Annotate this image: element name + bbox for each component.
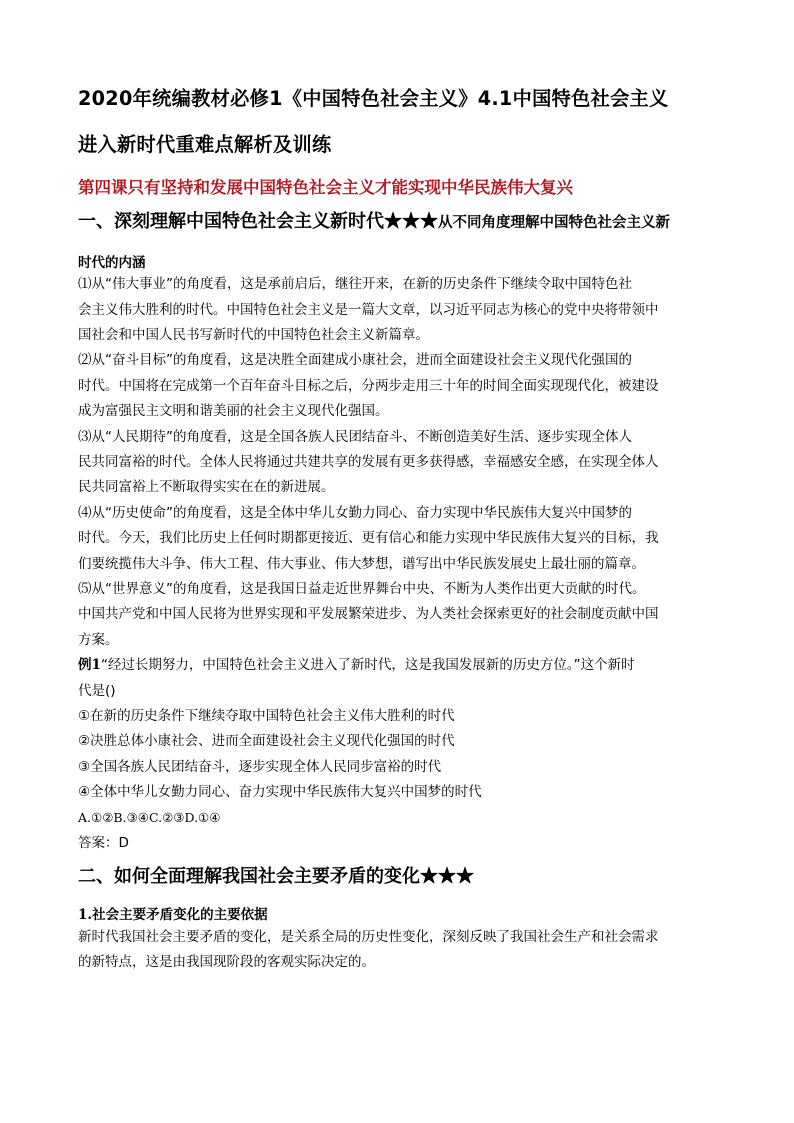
section-1-line: ⑵从“奋斗目标”的角度看，这是决胜全面建成小康社会，进而全面建设社会主义现代化强国的: [78, 352, 632, 368]
section-1-line: ⑴从“伟大事业”的角度看，这是承前启后，继往开来，在新的历史条件下继续令取中国特色社: [78, 276, 632, 292]
document-title-line-1: 2020年统编教材必修1《中国特色社会主义》4.1中国特色社会主义: [78, 87, 669, 110]
section-1-line: 时代。中国将在完成第一个百年奋斗目标之后，分两步走用三十年的时间全面实现现代化，被建设: [78, 378, 659, 394]
lesson-heading: 第四课只有坚持和发展中国特色社会主义才能实现中华民族伟大复兴: [78, 178, 573, 197]
section-1-subheading: 时代的内涵: [78, 255, 146, 271]
section-1-line: 国社会和中国人民书写新时代的中国特色社会主义新篇章。: [78, 327, 429, 343]
section-1-heading-main: 一、深刻理解中国特色社会主义新时代★★★: [78, 211, 438, 232]
example-option: ②决胜总体小康社会、进而全面建设社会主义现代化强国的时代: [78, 733, 455, 749]
section-1-line: ⑶从“人民期待”的角度看，这是全国各族人民团结奋斗、不断创造美好生活、逐步实现全体人: [78, 429, 632, 445]
example-answer: 答案：D: [78, 835, 129, 851]
section-1-line: 民共同富裕上不断取得实实在在的新进展。: [78, 479, 335, 495]
section-2-subheading: 1.社会主要矛盾变化的主要依据: [78, 907, 268, 923]
section-1-line: 民共同富裕的时代。全体人民将通过共建共享的发展有更多获得感，幸福感安全感，在实现全体人: [78, 454, 659, 470]
section-1-line: 成为富强民主文明和谐美丽的社会主义现代化强国。: [78, 403, 389, 419]
example-choices: A.①②B.③④C.②③D.①④: [78, 810, 221, 825]
section-1-line: 中国共产党和中国人民将为世界实现和平发展繁荣进步、为人类社会探索更好的社会制度贡献中国: [78, 606, 659, 622]
section-2-line: 的新特点，这是由我国现阶段的客观实际决定的。: [78, 954, 375, 970]
example-option: ①在新的历史条件下继续夺取中国特色社会主义伟大胜利的时代: [78, 708, 455, 724]
section-1-heading: [78, 207, 670, 233]
section-1-line: ⑸从“世界意义”的角度看，这是我国日益走近世界舞台中央、不断为人类作出更大贡献的时代。: [78, 581, 646, 597]
section-2-line: 新时代我国社会主要矛盾的变化，是关系全局的历史性变化，深刻反映了我国社会生产和社会需求: [78, 929, 659, 945]
section-1-line: 方案。: [78, 632, 119, 648]
section-1-line: 时代。今天，我们比历史上任何时期都更接近、更有信心和能力实现中华民族伟大复兴的目标，我: [78, 530, 659, 546]
section-1-line: 会主义伟大胜利的时代。中国特色社会主义是一篇大文章，以习近平同志为核心的党中央将带领中: [78, 302, 659, 318]
example-stem-line-1: [78, 655, 635, 675]
example-option: ③全国各族人民团结奋斗，逐步实现全体人民同步富裕的时代: [78, 759, 442, 775]
example-stem-line-2: 代是(): [78, 683, 116, 699]
section-1-heading-sub: 从不同角度理解中国特色社会主义新: [438, 214, 670, 231]
example-option: ④全体中华儿女勤力同心、奋力实现中华民族伟大复兴中国梦的时代: [78, 784, 482, 800]
section-1-line: 们要统揽伟大斗争、伟大工程、伟大事业、伟大梦想，谱写出中华民族发展史上最壮丽的篇章。: [78, 556, 645, 572]
document-title-line-2: 进入新时代重难点解析及训练: [78, 133, 332, 156]
section-1-line: ⑷从“历史使命”的角度看，这是全体中华儿女勤力同心、奋力实现中华民族伟大复兴中国梦的: [78, 505, 632, 521]
example-label: 例1: [78, 657, 101, 673]
example-stem-text: “经过长期努力，中国特色社会主义进入了新时代，这是我国发展新的历史方位。”这个新时: [100, 657, 635, 673]
section-2-heading: 二、如何全面理解我国社会主要矛盾的变化★★★: [78, 866, 474, 887]
